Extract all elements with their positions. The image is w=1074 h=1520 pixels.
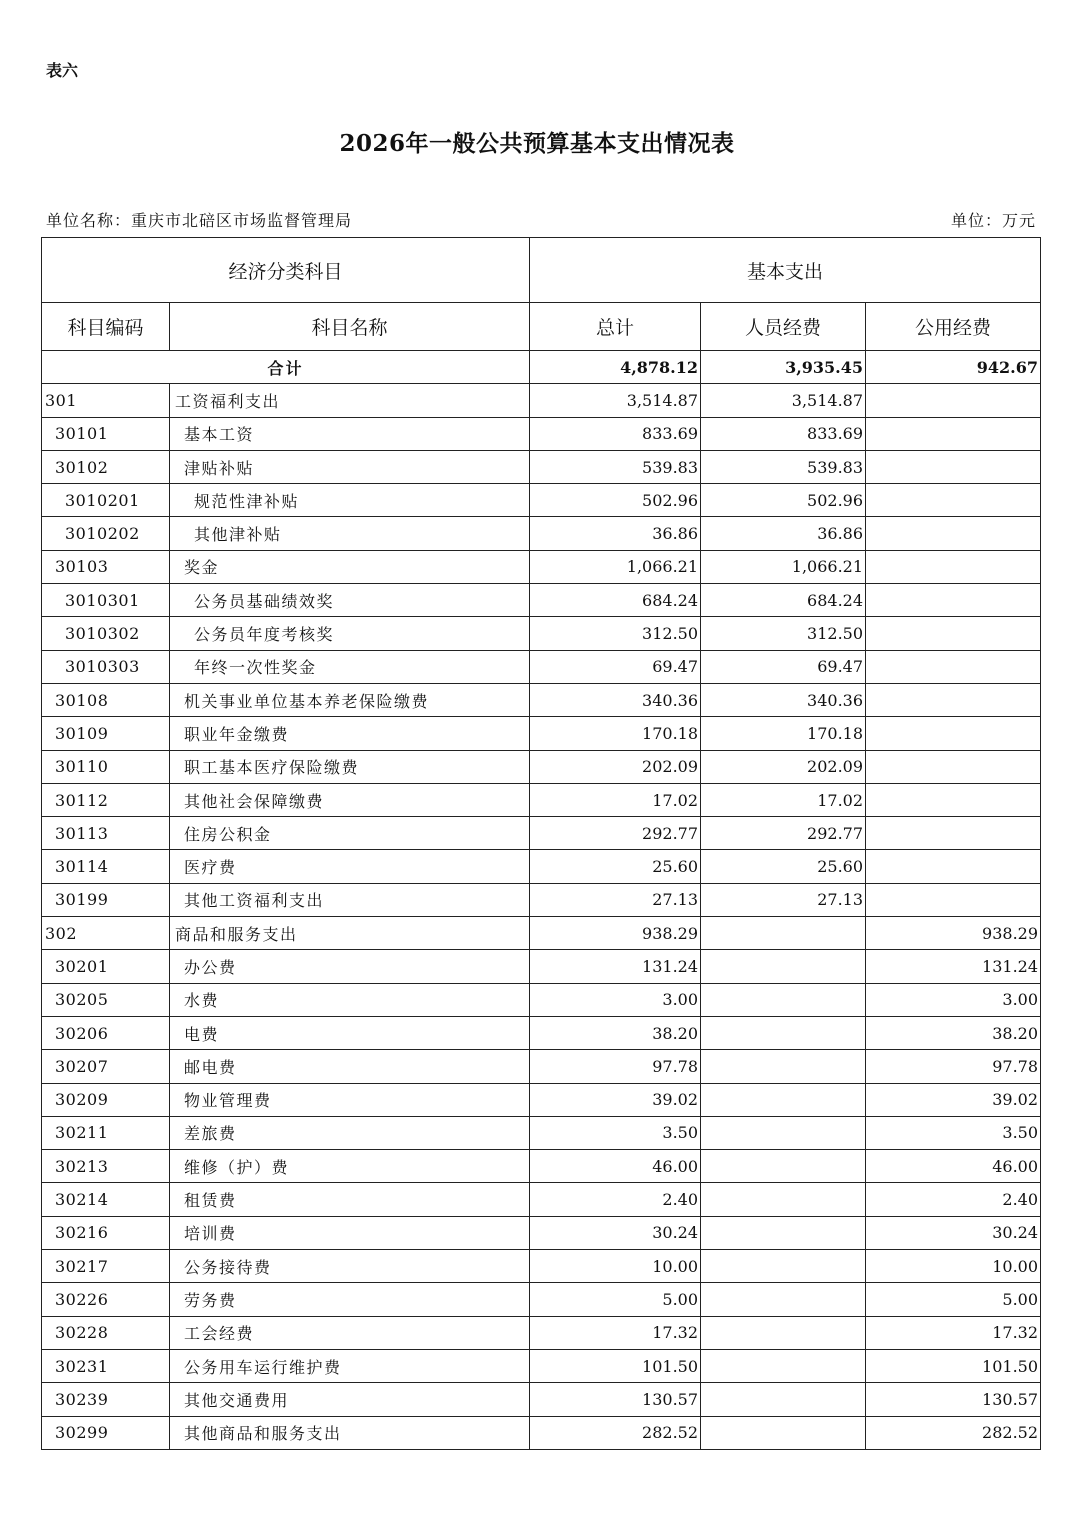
row-code: 3010302 — [42, 617, 170, 650]
row-name: 其他工资福利支出 — [170, 883, 530, 916]
row-public: 282.52 — [866, 1416, 1041, 1449]
table-row — [42, 1216, 1041, 1249]
row-total: 10.00 — [530, 1250, 701, 1283]
row-total: 312.50 — [530, 617, 701, 650]
row-code: 30209 — [42, 1083, 170, 1116]
row-public: 97.78 — [866, 1050, 1041, 1083]
currency-unit: 单位：万元 — [950, 211, 1036, 230]
row-name: 商品和服务支出 — [170, 917, 530, 950]
row-personnel: 69.47 — [701, 650, 866, 683]
row-public — [866, 517, 1041, 550]
row-total: 3.50 — [530, 1116, 701, 1149]
row-total: 5.00 — [530, 1283, 701, 1316]
table-number: 表六 — [46, 61, 79, 80]
header-personnel: 人员经费 — [701, 303, 866, 351]
row-public — [866, 683, 1041, 716]
row-public — [866, 783, 1041, 816]
row-personnel — [701, 1183, 866, 1216]
row-total: 282.52 — [530, 1416, 701, 1449]
row-personnel — [701, 1016, 866, 1049]
row-total: 833.69 — [530, 417, 701, 450]
table-row — [42, 717, 1041, 750]
row-total: 3.00 — [530, 983, 701, 1016]
row-name: 规范性津补贴 — [170, 484, 530, 517]
row-name: 公务用车运行维护费 — [170, 1349, 530, 1382]
table-row — [42, 650, 1041, 683]
row-code: 302 — [42, 917, 170, 950]
table-row — [42, 950, 1041, 983]
table-row — [42, 1283, 1041, 1316]
row-personnel: 202.09 — [701, 750, 866, 783]
table-row — [42, 1416, 1041, 1449]
row-name: 公务员基础绩效奖 — [170, 584, 530, 617]
row-code: 301 — [42, 384, 170, 417]
row-total: 1,066.21 — [530, 550, 701, 583]
header-public: 公用经费 — [866, 303, 1041, 351]
row-code: 30239 — [42, 1383, 170, 1416]
row-code: 30205 — [42, 983, 170, 1016]
row-public — [866, 717, 1041, 750]
row-public: 5.00 — [866, 1283, 1041, 1316]
table-row — [42, 1349, 1041, 1382]
row-personnel — [701, 1316, 866, 1349]
row-name: 公务员年度考核奖 — [170, 617, 530, 650]
table-row — [42, 517, 1041, 550]
row-public: 2.40 — [866, 1183, 1041, 1216]
row-personnel — [701, 1349, 866, 1382]
table-row — [42, 1316, 1041, 1349]
row-name: 机关事业单位基本养老保险缴费 — [170, 683, 530, 716]
row-personnel — [701, 1116, 866, 1149]
row-code: 30199 — [42, 883, 170, 916]
row-public — [866, 850, 1041, 883]
row-code: 30207 — [42, 1050, 170, 1083]
row-name: 办公费 — [170, 950, 530, 983]
row-public: 39.02 — [866, 1083, 1041, 1116]
table-row — [42, 750, 1041, 783]
row-code: 30216 — [42, 1216, 170, 1249]
row-total: 2.40 — [530, 1183, 701, 1216]
row-public: 38.20 — [866, 1016, 1041, 1049]
row-name: 电费 — [170, 1016, 530, 1049]
row-name: 租赁费 — [170, 1183, 530, 1216]
row-total: 38.20 — [530, 1016, 701, 1049]
row-personnel: 684.24 — [701, 584, 866, 617]
row-name: 年终一次性奖金 — [170, 650, 530, 683]
budget-table — [41, 237, 1041, 1450]
row-personnel — [701, 1383, 866, 1416]
table-row — [42, 1150, 1041, 1183]
table-row — [42, 417, 1041, 450]
header-code: 科目编码 — [42, 303, 170, 351]
table-row — [42, 917, 1041, 950]
header-row-2 — [42, 303, 1041, 351]
table-row — [42, 550, 1041, 583]
row-name: 差旅费 — [170, 1116, 530, 1149]
table-row — [42, 883, 1041, 916]
row-total: 3,514.87 — [530, 384, 701, 417]
row-name: 医疗费 — [170, 850, 530, 883]
row-total: 340.36 — [530, 683, 701, 716]
row-code: 30110 — [42, 750, 170, 783]
row-public: 3.50 — [866, 1116, 1041, 1149]
row-code: 30109 — [42, 717, 170, 750]
row-code: 30231 — [42, 1349, 170, 1382]
row-public — [866, 484, 1041, 517]
row-name: 职工基本医疗保险缴费 — [170, 750, 530, 783]
row-total: 25.60 — [530, 850, 701, 883]
table-row — [42, 617, 1041, 650]
row-total: 17.32 — [530, 1316, 701, 1349]
unit-name: 单位名称：重庆市北碚区市场监督管理局 — [46, 211, 353, 230]
row-name: 邮电费 — [170, 1050, 530, 1083]
row-code: 30214 — [42, 1183, 170, 1216]
row-total: 684.24 — [530, 584, 701, 617]
row-public — [866, 750, 1041, 783]
row-personnel: 170.18 — [701, 717, 866, 750]
row-personnel — [701, 1083, 866, 1116]
row-public — [866, 384, 1041, 417]
row-public: 131.24 — [866, 950, 1041, 983]
row-code: 30113 — [42, 817, 170, 850]
row-public — [866, 550, 1041, 583]
row-name: 劳务费 — [170, 1283, 530, 1316]
row-code: 3010301 — [42, 584, 170, 617]
row-code: 30228 — [42, 1316, 170, 1349]
row-total: 131.24 — [530, 950, 701, 983]
row-name: 水费 — [170, 983, 530, 1016]
row-total: 30.24 — [530, 1216, 701, 1249]
row-public: 46.00 — [866, 1150, 1041, 1183]
row-name: 物业管理费 — [170, 1083, 530, 1116]
total-row — [42, 351, 1041, 384]
row-total: 170.18 — [530, 717, 701, 750]
total-public: 942.67 — [866, 351, 1041, 384]
row-public — [866, 817, 1041, 850]
row-code: 3010202 — [42, 517, 170, 550]
row-name: 其他津补贴 — [170, 517, 530, 550]
row-public — [866, 650, 1041, 683]
row-personnel: 25.60 — [701, 850, 866, 883]
row-public — [866, 617, 1041, 650]
row-personnel — [701, 950, 866, 983]
row-total: 97.78 — [530, 1050, 701, 1083]
row-name: 基本工资 — [170, 417, 530, 450]
row-code: 30112 — [42, 783, 170, 816]
row-name: 维修（护）费 — [170, 1150, 530, 1183]
row-personnel: 833.69 — [701, 417, 866, 450]
row-total: 101.50 — [530, 1349, 701, 1382]
row-personnel: 340.36 — [701, 683, 866, 716]
row-name: 津贴补贴 — [170, 450, 530, 483]
table-row — [42, 783, 1041, 816]
table-row — [42, 1250, 1041, 1283]
row-total: 46.00 — [530, 1150, 701, 1183]
row-total: 292.77 — [530, 817, 701, 850]
row-personnel — [701, 983, 866, 1016]
table-row — [42, 450, 1041, 483]
row-code: 30206 — [42, 1016, 170, 1049]
total-label: 合计 — [42, 351, 530, 384]
row-public: 30.24 — [866, 1216, 1041, 1249]
row-total: 130.57 — [530, 1383, 701, 1416]
row-name: 工会经费 — [170, 1316, 530, 1349]
table-row — [42, 1083, 1041, 1116]
row-public: 938.29 — [866, 917, 1041, 950]
row-name: 其他社会保障缴费 — [170, 783, 530, 816]
table-row — [42, 983, 1041, 1016]
row-personnel — [701, 1250, 866, 1283]
page-title: 2026年一般公共预算基本支出情况表 — [339, 130, 735, 157]
row-code: 30213 — [42, 1150, 170, 1183]
header-basic-expenditure: 基本支出 — [530, 238, 1041, 303]
table-row — [42, 1016, 1041, 1049]
row-code: 30226 — [42, 1283, 170, 1316]
table-row — [42, 1116, 1041, 1149]
header-total: 总计 — [530, 303, 701, 351]
row-total: 39.02 — [530, 1083, 701, 1116]
total-total: 4,878.12 — [530, 351, 701, 384]
row-public — [866, 417, 1041, 450]
row-public: 10.00 — [866, 1250, 1041, 1283]
row-public: 130.57 — [866, 1383, 1041, 1416]
row-personnel: 312.50 — [701, 617, 866, 650]
row-personnel: 292.77 — [701, 817, 866, 850]
row-name: 工资福利支出 — [170, 384, 530, 417]
row-code: 3010303 — [42, 650, 170, 683]
row-name: 公务接待费 — [170, 1250, 530, 1283]
row-total: 69.47 — [530, 650, 701, 683]
row-total: 36.86 — [530, 517, 701, 550]
row-personnel: 502.96 — [701, 484, 866, 517]
row-personnel — [701, 1216, 866, 1249]
row-code: 30201 — [42, 950, 170, 983]
row-personnel — [701, 1150, 866, 1183]
row-personnel: 17.02 — [701, 783, 866, 816]
row-code: 30211 — [42, 1116, 170, 1149]
row-total: 17.02 — [530, 783, 701, 816]
header-name: 科目名称 — [170, 303, 530, 351]
row-total: 202.09 — [530, 750, 701, 783]
row-personnel: 36.86 — [701, 517, 866, 550]
row-public: 101.50 — [866, 1349, 1041, 1382]
row-name: 其他交通费用 — [170, 1383, 530, 1416]
row-name: 其他商品和服务支出 — [170, 1416, 530, 1449]
table-row — [42, 683, 1041, 716]
table-row — [42, 850, 1041, 883]
row-total: 27.13 — [530, 883, 701, 916]
row-personnel: 3,514.87 — [701, 384, 866, 417]
header-row-1 — [42, 238, 1041, 303]
row-code: 3010201 — [42, 484, 170, 517]
row-code: 30299 — [42, 1416, 170, 1449]
row-name: 奖金 — [170, 550, 530, 583]
row-name: 住房公积金 — [170, 817, 530, 850]
row-total: 502.96 — [530, 484, 701, 517]
table-row — [42, 1050, 1041, 1083]
row-public — [866, 450, 1041, 483]
row-personnel — [701, 1283, 866, 1316]
row-code: 30217 — [42, 1250, 170, 1283]
row-personnel: 1,066.21 — [701, 550, 866, 583]
row-public — [866, 883, 1041, 916]
row-code: 30102 — [42, 450, 170, 483]
header-econ-category: 经济分类科目 — [42, 238, 530, 303]
table-row — [42, 817, 1041, 850]
row-personnel: 539.83 — [701, 450, 866, 483]
row-name: 职业年金缴费 — [170, 717, 530, 750]
row-code: 30108 — [42, 683, 170, 716]
table-row — [42, 384, 1041, 417]
row-name: 培训费 — [170, 1216, 530, 1249]
row-code: 30114 — [42, 850, 170, 883]
row-public: 3.00 — [866, 983, 1041, 1016]
table-row — [42, 484, 1041, 517]
row-code: 30101 — [42, 417, 170, 450]
table-row — [42, 584, 1041, 617]
row-public: 17.32 — [866, 1316, 1041, 1349]
row-public — [866, 584, 1041, 617]
row-personnel — [701, 1050, 866, 1083]
row-total: 539.83 — [530, 450, 701, 483]
row-personnel — [701, 1416, 866, 1449]
row-total: 938.29 — [530, 917, 701, 950]
table-row — [42, 1183, 1041, 1216]
row-code: 30103 — [42, 550, 170, 583]
total-personnel: 3,935.45 — [701, 351, 866, 384]
table-row — [42, 1383, 1041, 1416]
row-personnel: 27.13 — [701, 883, 866, 916]
row-personnel — [701, 917, 866, 950]
